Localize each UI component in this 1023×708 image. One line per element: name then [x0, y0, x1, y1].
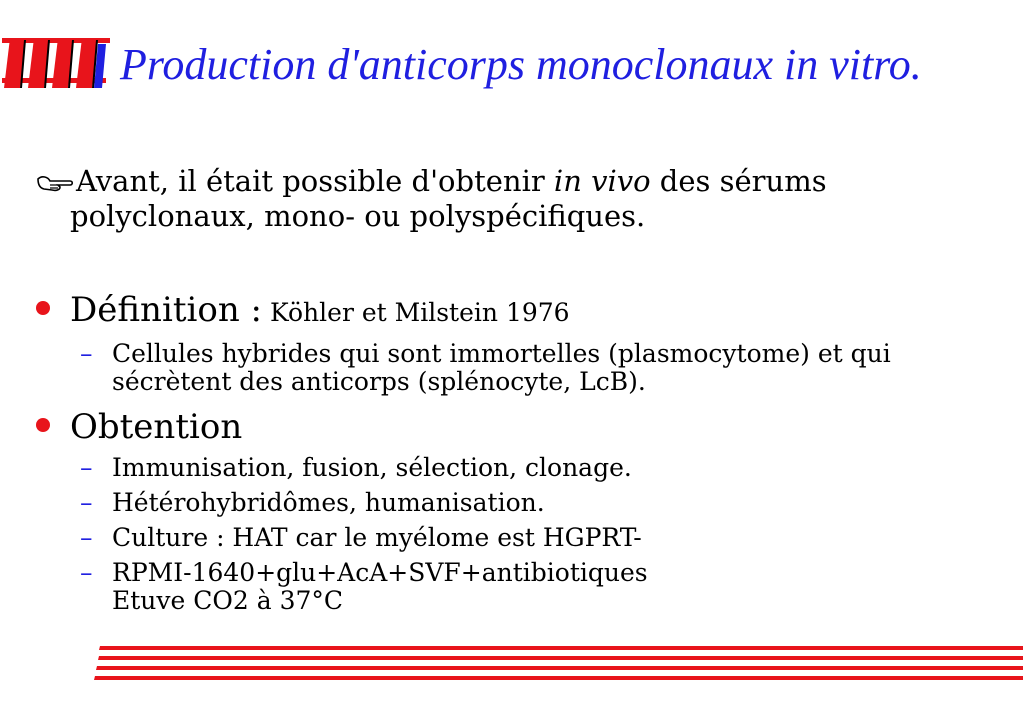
obtention-heading	[36, 407, 996, 447]
obtention-item-line-1: Hétérohybridômes, humanisation.	[112, 488, 545, 517]
obtention-list	[36, 454, 996, 615]
dash-bullet: –	[80, 453, 93, 482]
intro-line-2: polyclonaux, mono- ou polyspécifiques.	[70, 199, 646, 233]
definition-list	[36, 340, 996, 396]
dash-bullet: –	[80, 523, 93, 552]
obtention-item	[36, 559, 996, 615]
definition-item-line-2: sécrètent des anticorps (splénocyte, LcB).	[112, 367, 646, 396]
intro-text-italic: in vivo	[553, 164, 651, 198]
definition-heading	[36, 290, 996, 333]
pointing-hand-icon	[36, 173, 74, 193]
intro-text-before: Avant, il était possible d'obtenir	[76, 164, 554, 198]
red-slanted-bars-icon	[2, 38, 110, 94]
red-stripes-decoration	[94, 646, 1023, 680]
obtention-item	[36, 454, 996, 482]
dash-bullet: –	[80, 339, 93, 368]
obtention-item-line-1: Culture : HAT car le myélome est HGPRT-	[112, 523, 642, 552]
obtention-section	[36, 407, 996, 615]
dash-bullet: –	[80, 558, 93, 587]
definition-label: Définition :	[70, 290, 262, 330]
obtention-item-line-1: RPMI-1640+glu+AcA+SVF+antibiotiques	[112, 558, 648, 587]
obtention-item-line-1: Immunisation, fusion, sélection, clonage.	[112, 453, 632, 482]
red-bullet-icon	[36, 418, 50, 432]
dash-bullet: –	[80, 488, 93, 517]
obtention-item	[36, 524, 996, 552]
intro-text-after: des sérums	[650, 164, 827, 198]
slide-title: Production d'anticorps monoclonaux in vitro.	[120, 40, 922, 89]
definition-item	[36, 340, 996, 396]
obtention-item-line-2: Etuve CO2 à 37°C	[112, 586, 344, 615]
intro-paragraph	[36, 164, 996, 234]
obtention-item	[36, 489, 996, 517]
intro-line-1	[36, 164, 996, 199]
definition-section	[36, 290, 996, 396]
definition-item-line-1: Cellules hybrides qui sont immortelles (plasmocytome) et qui	[112, 339, 891, 368]
obtention-label: Obtention	[70, 407, 243, 447]
definition-detail: Köhler et Milstein 1976	[270, 298, 570, 327]
red-bullet-icon	[36, 301, 50, 315]
